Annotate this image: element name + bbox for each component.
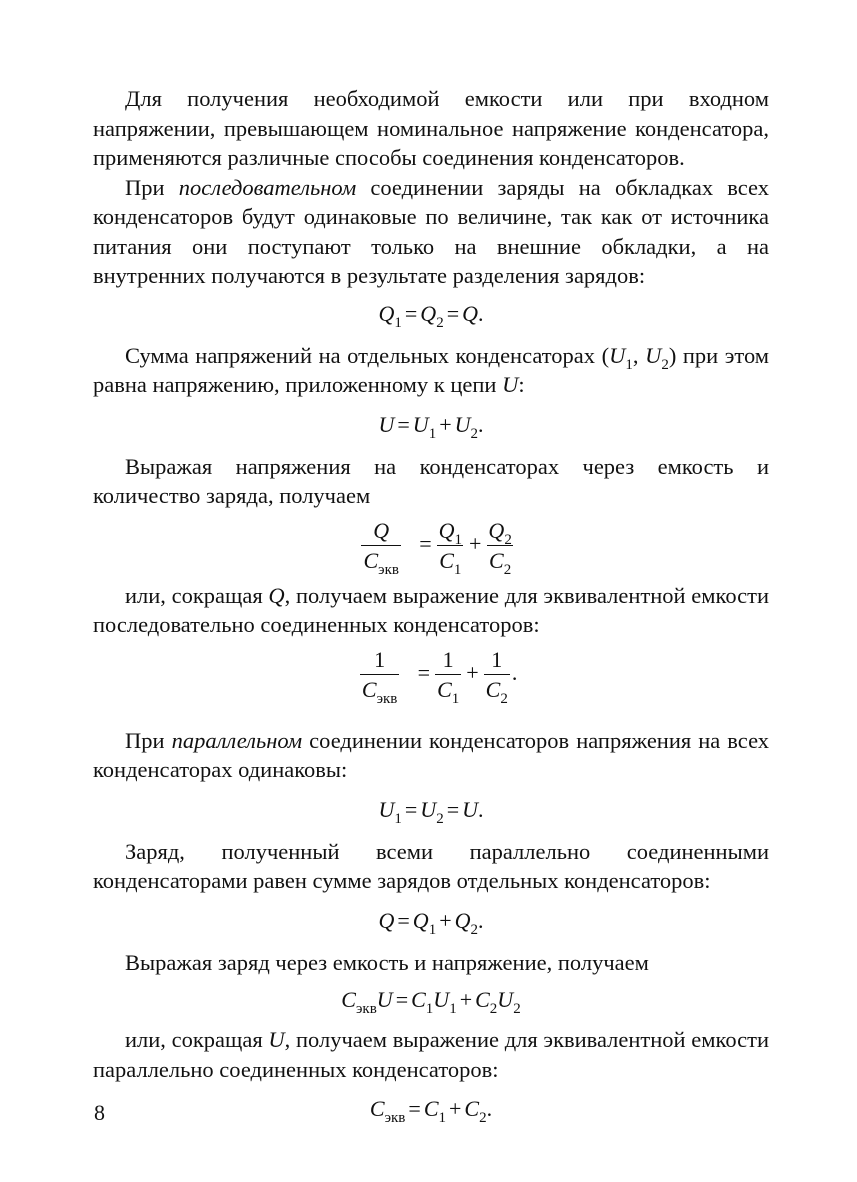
text-segment: ) при этом равна напряжению, приложенному к цепи <box>93 342 770 397</box>
formula-symbol: . <box>511 659 518 685</box>
emphasis-series: последовательном <box>178 174 357 200</box>
formula-symbol: . <box>478 907 484 933</box>
formula-subscript: 2 <box>470 921 478 938</box>
formula-operator: = <box>408 1096 421 1121</box>
text-segment: , получаем выражение для эквивалентной емкости последовательно соединенных конденсаторов: <box>93 582 769 637</box>
formula-parallel-capacitance <box>93 1096 769 1126</box>
formula-fraction <box>437 517 464 578</box>
formula-symbol: Q <box>462 300 478 326</box>
formula-subscript: 2 <box>489 1001 498 1017</box>
formula-subscript: 1 <box>453 561 462 578</box>
text-segment: При <box>125 174 179 200</box>
formula-operator: + <box>466 659 479 685</box>
formula-symbol: C <box>363 547 379 573</box>
text-segment: , получаем выражение для эквивалентной емкости параллельно соединенных конденсаторов: <box>93 1027 769 1082</box>
formula-series-fraction <box>93 517 769 578</box>
formula-subscript: 2 <box>504 531 512 548</box>
formula-operator: + <box>439 907 452 933</box>
formula-symbol: Q <box>378 907 395 933</box>
formula-operator: = <box>397 411 410 437</box>
formula-symbol: U <box>378 411 395 437</box>
formula-symbol: U <box>433 987 450 1012</box>
formula-symbol: C <box>475 987 490 1012</box>
fraction-denominator <box>435 674 461 707</box>
text-segment: или, сокращая <box>125 582 269 608</box>
page-number: 8 <box>94 1100 105 1125</box>
formula-charge-capacitance <box>93 987 769 1017</box>
formula-operator: = <box>417 659 431 685</box>
formula-operator: = <box>395 987 409 1012</box>
formula-charge-series <box>93 300 769 331</box>
formula-series-capacitance <box>93 646 769 707</box>
formula-subscript: 2 <box>470 425 478 442</box>
formula-symbol: U <box>497 987 514 1012</box>
formula-symbol: C <box>423 1096 439 1121</box>
formula-symbol: U <box>454 411 471 437</box>
formula-subscript: 2 <box>503 561 512 578</box>
fraction-denominator <box>360 674 400 707</box>
formula-symbol: U <box>462 796 478 822</box>
formula-subscript: 2 <box>500 690 508 707</box>
formula-subscript: экв <box>355 1001 377 1017</box>
formula-operator: = <box>446 300 460 326</box>
text-segment: или, сокращая <box>125 1027 269 1052</box>
symbol-u: U <box>268 1027 285 1052</box>
formula-symbol: C <box>485 676 501 702</box>
formula-voltage-parallel <box>93 796 769 827</box>
formula-symbol: Q <box>438 517 455 543</box>
paragraph-express-voltage: Выражая напряжения на конденсаторах через емкость и количество заряда, получаем <box>93 453 769 508</box>
formula-symbol: Q <box>488 517 505 543</box>
fraction-numerator: 1 <box>491 646 503 672</box>
formula-charge-parallel <box>93 907 769 938</box>
formula-operator: = <box>397 907 410 933</box>
formula-symbol: C <box>464 1096 480 1121</box>
formula-symbol: U <box>376 987 393 1012</box>
fraction-denominator <box>484 674 510 707</box>
formula-fraction <box>435 646 461 707</box>
formula-subscript: экв <box>376 690 398 707</box>
formula-subscript: 2 <box>436 810 444 827</box>
text-segment: Сумма напряжений на отдельных конденсаторах ( <box>125 342 610 368</box>
formula-symbol: C <box>411 987 426 1012</box>
text-segment: , <box>632 342 646 368</box>
formula-operator: + <box>439 411 452 437</box>
formula-subscript: 1 <box>428 425 437 442</box>
fraction-denominator <box>487 545 513 578</box>
formula-symbol: C <box>361 676 377 702</box>
text-segment: соединении заряды на обкладках всех конденсаторов будут одинаковые по величине, так как от источника питания они поступают только на внешние обкладки, а на внутренних получаются в результате разделения зарядов: <box>93 174 769 288</box>
fraction-numerator <box>486 517 513 548</box>
formula-fraction <box>486 517 513 578</box>
fraction-numerator: 1 <box>442 646 454 672</box>
fraction-numerator: 1 <box>374 646 386 672</box>
formula-voltage-series <box>93 411 769 442</box>
symbol-u2: U <box>645 342 662 368</box>
formula-subscript: 1 <box>451 690 460 707</box>
formula-subscript: 1 <box>454 531 462 548</box>
formula-symbol: C <box>489 547 504 573</box>
formula-symbol: C <box>341 987 356 1012</box>
formula-operator: = <box>419 530 432 556</box>
formula-subscript: 1 <box>449 1001 457 1017</box>
formula-operator: = <box>404 796 418 822</box>
formula-symbol: U <box>412 411 429 437</box>
formula-operator: = <box>404 300 418 326</box>
formula-subscript: 2 <box>479 1110 487 1126</box>
formula-fraction <box>347 646 413 707</box>
paragraph-express-charge: Выражая заряд через емкость и напряжение, получаем <box>125 949 649 975</box>
formula-operator: + <box>459 987 473 1012</box>
formula-symbol: Q <box>378 300 395 326</box>
formula-symbol: . <box>478 300 484 326</box>
formula-subscript: экв <box>378 561 399 578</box>
paragraph-reduce-u <box>93 1025 769 1084</box>
fraction-denominator <box>437 545 463 578</box>
text-segment: соединении конденсаторов напряжения на всех конденсаторах одинаковы: <box>93 727 770 782</box>
formula-symbol: Q <box>420 300 437 326</box>
symbol-u1: U <box>609 342 626 368</box>
formula-subscript: 2 <box>513 1001 521 1017</box>
formula-symbol: . <box>486 1096 493 1121</box>
formula-symbol: C <box>439 547 454 573</box>
paragraph-reduce-q <box>93 581 769 640</box>
text-segment: : <box>518 372 525 397</box>
formula-symbol: Q <box>454 907 471 933</box>
subscript: 1 <box>625 356 633 373</box>
formula-symbol: U <box>420 796 437 822</box>
paragraph-intro: Для получения необходимой емкости или при входном напряжении, превышающем номинальное напряжение конденсатора, применяются различные способы соединения конденсаторов. <box>93 86 769 170</box>
fraction-numerator: Q <box>373 517 390 543</box>
paragraph-parallel <box>93 726 769 785</box>
formula-subscript: 2 <box>436 314 444 331</box>
formula-symbol: U <box>378 796 395 822</box>
formula-operator: + <box>449 1096 462 1121</box>
fraction-numerator <box>437 517 464 548</box>
paragraph-series <box>93 173 769 291</box>
formula-fraction <box>484 646 510 707</box>
subscript: 2 <box>661 356 669 373</box>
symbol-q: Q <box>268 582 285 608</box>
formula-symbol: C <box>369 1096 385 1121</box>
formula-subscript: 1 <box>425 1001 434 1017</box>
formula-subscript: 1 <box>394 810 402 827</box>
formula-symbol: Q <box>412 907 429 933</box>
formula-symbol: . <box>478 411 484 437</box>
formula-operator: + <box>469 530 482 556</box>
formula-subscript: 1 <box>394 314 402 331</box>
formula-subscript: 1 <box>428 921 437 938</box>
formula-symbol: C <box>437 676 452 702</box>
paragraph-charge-sum: Заряд, полученный всеми параллельно соединенными конденсаторами равен сумме зарядов отдельных конденсаторов: <box>93 838 769 893</box>
symbol-u: U <box>502 372 519 397</box>
text-segment: При <box>125 727 172 753</box>
paragraph-voltage-sum <box>93 341 769 400</box>
fraction-denominator <box>361 545 401 578</box>
formula-subscript: экв <box>384 1110 406 1126</box>
formula-fraction <box>348 517 414 578</box>
formula-subscript: 1 <box>438 1110 446 1126</box>
formula-symbol: . <box>478 796 484 822</box>
emphasis-parallel: параллельном <box>171 727 303 753</box>
page-content <box>93 84 770 1126</box>
formula-operator: = <box>446 796 460 822</box>
